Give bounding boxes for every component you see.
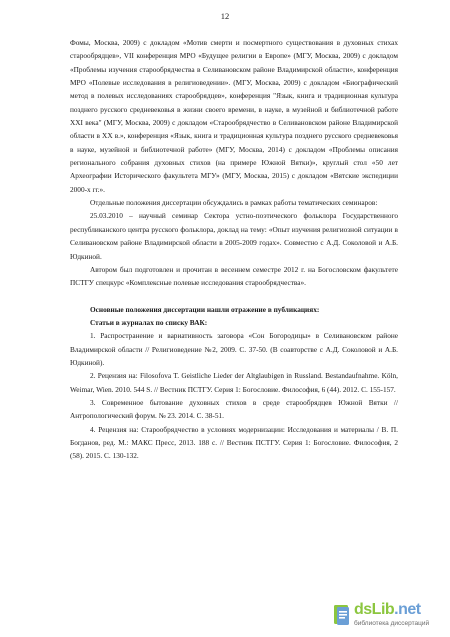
publication-item: 2. Рецензия на: Filosofova T. Geistliche Lieder der Altglaubigen in Russland. Bestandaufnahme. Köln, Weimar, Wien. 2010. 544 S. // Вестник ПСТГУ. Серия 1: Богословие. Философия, 6 (44). 2012. С. 155-157. bbox=[70, 371, 398, 394]
publication-item: 3. Современное бытование духовных стихов в среде старообрядцев Южной Вятки // Антропологический форум. № 23. 2014. С. 38-51. bbox=[70, 397, 398, 421]
heading-vak-articles: Статьи в журналах по списку ВАК: bbox=[90, 317, 208, 327]
publication-item: 1. Распространение и вариативность заговора «Сон Богородицы» в Селивановском районе Владимирской области // Религиоведение №2, 2009. С. 37-50. (В соавторстве с А.Д. Соколовой и А.Б. Юдкиной). bbox=[70, 331, 398, 367]
paragraph-seminar-2010: 25.03.2010 – научный семинар Сектора устно-поэтического фольклора Государственного республиканского центра русского фольклора, доклад на тему: «Опыт изучения религиозной ситуации в Селивановском районе Владимирской области в 2005-2009 годах». Совместно с А.Д. Соколовой и А.Б. Юдкиной. bbox=[70, 211, 398, 261]
book-logo-icon bbox=[332, 603, 352, 627]
page-number: 12 bbox=[220, 11, 230, 21]
paragraph-conferences: Фомы, Москва, 2009) с докладом «Мотив смерти и посмертного существования в духовных стихах старообрядцев», VII конференция МРО «Будущее религии в Европе» (МГУ, Москва, 2009) с докладом «Проблемы изучения старообрядчества в Селивановском районе Владимирской области», конференция МРО «Полевые исследования в религиоведении». (МГУ, Москва, 2009) с докладом «Биографический метод в полевых исследованиях старообрядцев», конференция "Язык, книга и традиционная культура позднего русского средневековья в жизни своего времени, в науке, в музейной и библиотечной работе XXI века" (МГУ, Москва, 2009) с докладом «Старообрядчество в Селивановском районе Владимирской области в XX в.», конференция «Язык, книга и традиционная культура позднего русского средневековья в науке, музейной и библиотечной работе» (МГУ, Москва, 2014) с докладом «Проблемы описания регионального собрания духовных стихов (на примере Южной Вятки)», круглый стол «50 лет Археографии Исторического факультета МГУ» (МГУ, Москва, 2015) с докладом «Вятские экспедиции 2000-х гг.». bbox=[70, 38, 398, 194]
paragraph-special-course: Автором был подготовлен и прочитан в весеннем семестре 2012 г. на Богословском факультете ПСТГУ спецкурс «Комплексные полевые исследования старообрядчества». bbox=[70, 264, 398, 288]
dslib-watermark bbox=[332, 601, 444, 631]
watermark-brand: dsLib.net bbox=[354, 601, 421, 618]
paragraph-seminars-intro: Отдельные положения диссертации обсуждались в рамках работы тематических семинаров: bbox=[90, 198, 378, 208]
heading-publications: Основные положения диссертации нашли отражение в публикациях: bbox=[90, 304, 320, 314]
spacer bbox=[70, 290, 398, 303]
publication-item: 4. Рецензия на: Старообрядчество в условиях модернизации: Исследования и материалы / В. П. Богданов, ред. М.: МАКС Пресс, 2013. 188 с. // Вестник ПСТГУ. Серия 1: Богословие. Философия, 2 (58). 2015. С. 130-132. bbox=[70, 424, 398, 461]
document-body bbox=[70, 36, 398, 463]
watermark-tagline: библиотека диссертаций bbox=[354, 620, 430, 627]
